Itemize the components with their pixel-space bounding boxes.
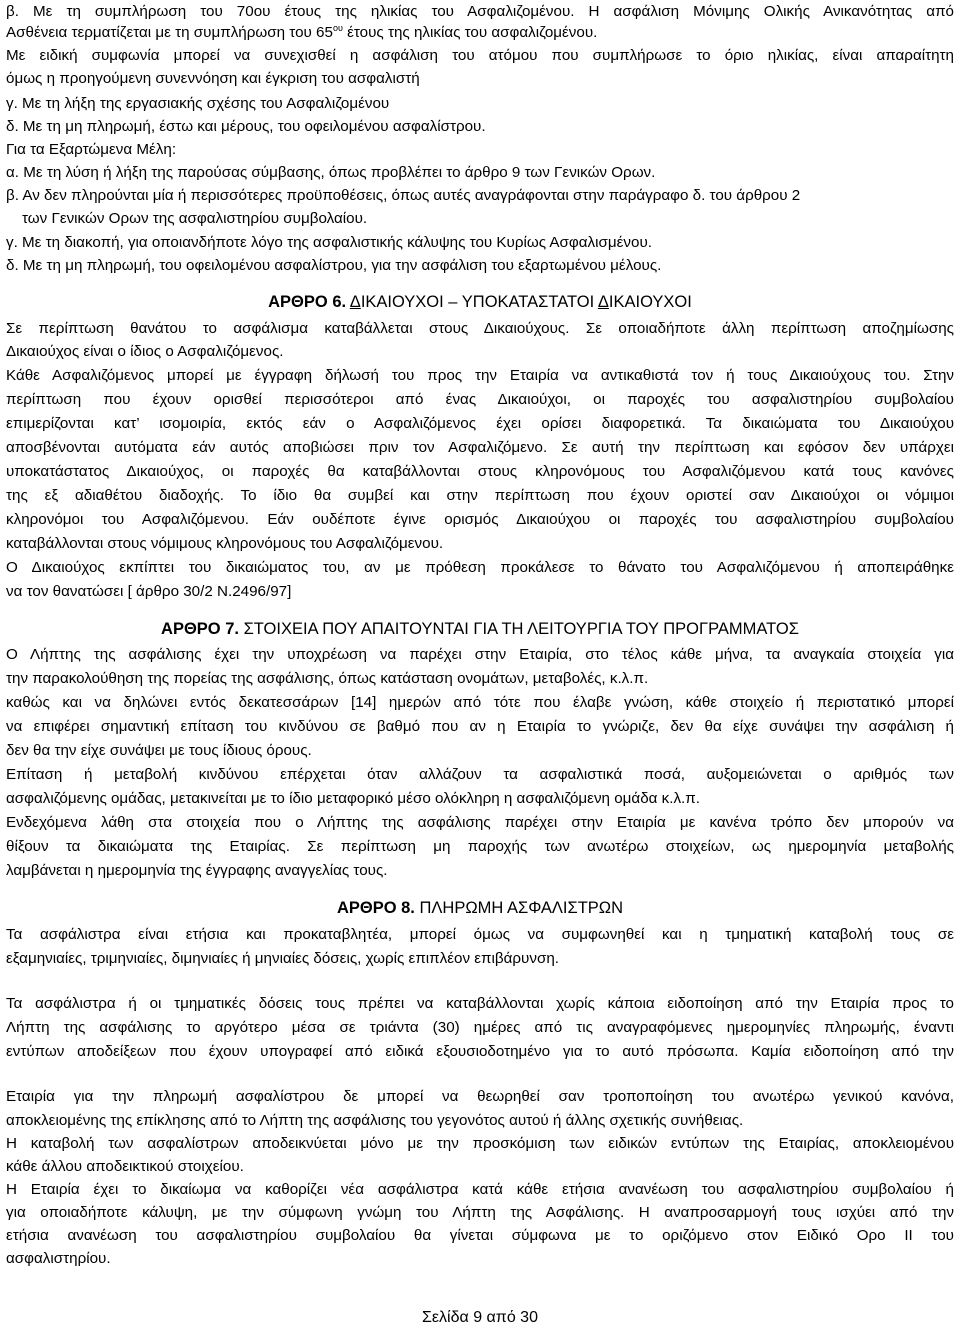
body-line: Εταιρία για την πληρωμή ασφαλίστρου δε μπορεί να θεωρηθεί σαν τροποποίηση του ανωτέρω γενικού κανόνα, (6, 1088, 954, 1105)
list-item-continued: των Γενικών Ορων της ασφαλιστηρίου συμβολαίου. (22, 210, 368, 227)
superscript: ου (332, 23, 343, 33)
page-number-footer: Σελίδα 9 από 30 (422, 1309, 538, 1326)
article-7-heading: ΑΡΘΡΟ 7. ΣΤΟΙΧΕΙΑ ΠΟΥ ΑΠΑΙΤΟΥΝΤΑΙ ΓΙΑ ΤΗ ΛΕΙΤΟΥΡΓΙΑ ΤΟΥ ΠΡΟΓΡΑΜΜΑΤΟΣ (161, 620, 799, 638)
article-8-heading: ΑΡΘΡΟ 8. ΠΛΗΡΩΜΗ ΑΣΦΑΛΙΣΤΡΩΝ (336, 899, 624, 917)
body-line: επιμερίζονται κατ’ ισομοιρία, εκτός εάν ο Ασφαλιζόμενος έχει ορίσει διαφορετικά. Τα δικαιώματα του Δικαιούχου (6, 415, 954, 432)
body-line: κληρονόμοι του Ασφαλιζόμενου. Εάν ουδέποτε έγινε ορισμός Δικαιούχου οι παροχές του ασφαλιστηρίου συμβολαίου (6, 511, 954, 528)
list-item: γ. Με τη λήξη της εργασιακής σχέσης του Ασφαλιζομένου (6, 95, 390, 112)
body-line: Ο Δικαιούχος εκπίπτει του δικαιώματος του, αν με πρόθεση προκάλεσε το θάνατο του Ασφαλιζόμενου ή αποπειράθηκε (6, 559, 954, 576)
list-item: α. Με τη λύση ή λήξη της παρούσας σύμβασης, όπως προβλέπει το άρθρο 9 των Γενικών Ορων. (6, 164, 656, 181)
list-item: β. Αν δεν πληρούνται μία ή περισσότερες προϋποθέσεις, όπως αυτές αναγράφονται στην παράγραφο δ. του άρθρου 2 (6, 187, 801, 204)
body-line: της εξ αδιαθέτου διαδοχής. Το ίδιο θα συμβεί και στην περίπτωση που έχουν οριστεί σαν Δικαιούχοι οι νόμιμοι (6, 487, 954, 504)
body-line: εντύπων αποδείξεων που έχουν υπογραφεί από ειδικά εξουσιοδοτημένο για το αυτό πρόσωπα. Καμία ειδοποίηση από την (6, 1043, 954, 1060)
body-line: να τον θανατώσει [ άρθρο 30/2 Ν.2496/97] (6, 583, 292, 600)
body-line: εξαμηνιαίες, τριμηνιαίες, διμηνιαίες ή μηνιαίες δόσεις, χωρίς επιπλέον επιβάρυνση. (6, 950, 560, 967)
body-line: Η καταβολή των ασφαλίστρων αποδεικνύεται μόνο με την προσκόμιση των ειδικών εντύπων της Εταιρίας, αποκλειομένου (6, 1135, 954, 1152)
body-line: Τα ασφάλιστρα ή οι τμηματικές δόσεις τους πρέπει να καταβάλλονται χωρίς κάποια ειδοποίηση από την Εταιρία προς το (6, 995, 954, 1012)
body-line: Επίταση ή μεταβολή κινδύνου επέρχεται όταν αλλάζουν τα ασφαλιστικά ποσά, αυξομειώνεται ο αριθμός των (6, 766, 954, 783)
body-line: ασφαλιζόμενης ομάδας, μετακινείται με το ίδιο μεταφορικό μέσο ολόκληρη η ασφαλιζόμενη ομάδα κ.λ.π. (6, 790, 700, 807)
article-6-heading: ΑΡΘΡΟ 6. ΔΙΚΑΙΟΥΧΟΙ – ΥΠΟΚΑΤΑΣΤΑΤΟΙ ΔΙΚΑΙΟΥΧΟΙ (268, 293, 692, 311)
body-line: Τα ασφάλιστρα είναι ετήσια και προκαταβλητέα, μπορεί όμως να συμφωνηθεί και η τμηματική καταβολή τους σε (6, 926, 954, 943)
body-line: για οποιαδήποτε κάλυψη, με την σύμφωνη γνώμη του Λήπτη της Ασφάλισης. Η αναπροσαρμογή τους ισχύει από την (6, 1204, 954, 1221)
subheading: Για τα Εξαρτώμενα Μέλη: (6, 141, 177, 158)
body-line: περίπτωση που έχουν ορισθεί περισσότεροι από ένας Δικαιούχοι, οι παροχές του ασφαλιστηρίου συμβολαίου (6, 391, 954, 408)
body-line: Η Εταιρία έχει το δικαίωμα να καθορίζει νέα ασφάλιστρα κατά κάθε ετήσια ανανέωση του ασφαλιστηρίου συμβολαίου ή (6, 1181, 954, 1198)
body-line: ασφαλιστηρίου. (6, 1250, 111, 1267)
body-line: δεν θα την είχε συνάψει με τους ίδιους όρους. (6, 742, 312, 759)
body-line: αποσβένονται αυτόματα εάν αυτός αποβιώσει πριν τον Ασφαλιζόμενο. Σε αυτή την περίπτωση και εφόσον δεν υπάρχει (6, 439, 954, 456)
list-item: δ. Με τη μη πληρωμή, του οφειλομένου ασφαλίστρου, για την ασφάλιση του εξαρτωμένου μέλους. (6, 257, 662, 274)
body-line: Ο Λήπτης της ασφάλισης έχει την υποχρέωση να παρέχει στην Εταιρία, στο τέλος κάθε μήνα, τα αναγκαία στοιχεία για (6, 646, 954, 663)
body-line: την παρακολούθηση της πορείας της ασφάλισης, όπως κατάσταση ονομάτων, μεταβολές, κ.λ.π. (6, 670, 649, 687)
body-line: Ενδεχόμενα λάθη στα στοιχεία που ο Λήπτης της ασφάλισης παρέχει στην Εταιρία με κανένα τρόπο δεν μπορούν να (6, 814, 954, 831)
list-item: γ. Με τη διακοπή, για οποιανδήποτε λόγο της ασφαλιστικής κάλυψης του Κυρίως Ασφαλισμένου. (6, 234, 652, 251)
body-line: Σε περίπτωση θανάτου το ασφάλισμα καταβάλλεται στους Δικαιούχους. Σε οποιαδήποτε άλλη περίπτωση αποζημίωσης (6, 320, 954, 337)
body-line: καταβάλλονται στους νόμιμους κληρονόμους του Ασφαλιζόμενου. (6, 535, 444, 552)
body-line: Ασθένεια τερματίζεται με τη συμπλήρωση του $65^{o\upsilon}$ έτους της ηλικίας του ασφαλιζομένου. (6, 23, 598, 41)
body-line: υποκατάστατος Δικαιούχος, οι παροχές θα καταβάλλονται στους κληρονόμους του Ασφαλιζόμενου κατά τους κανόνες (6, 463, 954, 480)
body-line: να επιφέρει σημαντική επίταση του κινδύνου σε βαθμό που αν η Εταιρία το γνώριζε, δεν θα είχε συνάψει την ασφάλιση ή (6, 718, 954, 735)
body-line: Λήπτη της ασφάλισης το αργότερο μέσα σε τριάντα (30) ημέρες από τις αναγραφόμενες ημερομηνίες πληρωμής, έναντι (6, 1019, 954, 1036)
body-line: κάθε άλλου αποδεικτικού στοιχείου. (6, 1158, 244, 1175)
body-line: Με ειδική συμφωνία μπορεί να συνεχισθεί η ασφάλιση του ατόμου που συμπλήρωσε το όριο ηλικίας, είναι απαραίτητη (6, 47, 954, 64)
body-line: θίξουν τα δικαιώματα της Εταιρίας. Σε περίπτωση μη παροχής των ανωτέρω στοιχείων, ως ημερομηνία μεταβολής (6, 838, 954, 855)
body-line: β. Με τη συμπλήρωση του 70ου έτους της ηλικίας του Ασφαλιζομένου. Η ασφάλιση Μόνιμης Ολικής Ανικανότητας από (6, 3, 954, 20)
list-item: δ. Με τη μη πληρωμή, έστω και μέρους, του οφειλομένου ασφαλίστρου. (6, 118, 486, 135)
body-line: Δικαιούχος είναι ο ίδιος ο Ασφαλιζόμενος. (6, 343, 284, 360)
body-line: ετήσια ανανέωση του ασφαλιστηρίου συμβολαίου θα γίνεται σύμφωνα με το οριζόμενο στον Ειδικό Ορο ΙΙ του (6, 1227, 954, 1244)
body-line: όμως η προηγούμενη συνεννόηση και έγκριση του ασφαλιστή (6, 70, 420, 87)
body-line: Κάθε Ασφαλιζόμενος μπορεί με έγγραφη δήλωσή του προς την Εταιρία να αντικαθιστά τον ή τους Δικαιούχους του. Στην (6, 367, 954, 384)
body-line: αποκλειομένης της επίκλησης από το Λήπτη της ασφάλισης του γεγονότος αυτού ή άλλης σχετικής συνήθειας. (6, 1112, 744, 1129)
body-line: λαμβάνεται η ημερομηνία της έγγραφης αναγγελίας τους. (6, 862, 388, 879)
body-line: καθώς και να δηλώνει εντός δεκατεσσάρων [14] ημερών από τότε που έλαβε γνώση, κάθε στοιχείο ή περιστατικό μπορεί (6, 694, 954, 711)
